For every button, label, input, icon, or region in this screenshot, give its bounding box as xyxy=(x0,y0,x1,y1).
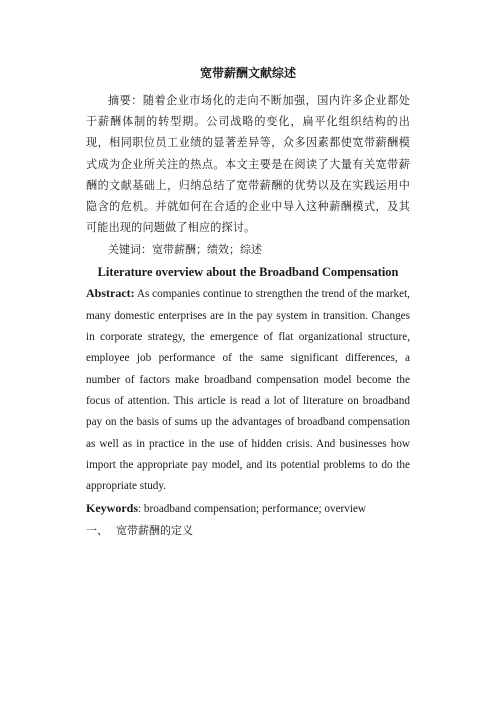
section-heading xyxy=(86,520,410,541)
chinese-keywords-text: 宽带薪酬；绩效；综述 xyxy=(152,243,262,257)
english-keywords xyxy=(86,497,410,520)
english-title: Literature overview about the Broadband Compensation xyxy=(97,265,399,280)
chinese-abstract-label: 摘要： xyxy=(108,94,143,107)
document-title: 宽带薪酬文献综述 xyxy=(199,66,296,80)
chinese-abstract-text: 随着企业市场化的走向不断加强，国内许多企业都处于薪酬体制的转型期。公司战略的变化，扁平化组织结构的出现，相同职位员工业绩的显著差异等，众多因素都使宽带薪酬模式成为企业所关注的热点。本文主要是在阅读了大量有关宽带薪酬的文献基础上，归纳总结了宽带薪酬的优势以及在实践运用中隐含的危机。并就如何在合适的企业中导入这种薪酬模式，及其可能出现的问题做了相应的探讨。 xyxy=(86,94,410,235)
chinese-keywords xyxy=(86,239,410,260)
english-keywords-text: : broadband compensation; performance; overview xyxy=(138,503,367,516)
chinese-keywords-label: 关键词： xyxy=(108,243,152,257)
document-body xyxy=(86,64,410,541)
chinese-abstract xyxy=(86,90,410,238)
english-keywords-label: Keywords xyxy=(86,501,138,516)
section-title: 宽带薪酬的定义 xyxy=(116,524,193,538)
english-abstract-text: As companies continue to strengthen the trend of the market, many domestic enterprises are in the pay system in transition. Changes in corporate strategy, the emergence of flat organizational structure, employee job performance of the same significant differences, a number of factors make broadband compensation model become the focus of attention. This article is read a lot of literature on broadband pay on the basis of sums up the advantages of broadband compensation as well as in practice in the use of hidden crisis. And businesses how import the appropriate pay model, and its potential problems to do the appropriate study. xyxy=(86,288,410,493)
english-abstract-label: Abstract: xyxy=(86,286,135,301)
english-abstract xyxy=(86,283,410,497)
section-number: 一、 xyxy=(86,524,108,538)
